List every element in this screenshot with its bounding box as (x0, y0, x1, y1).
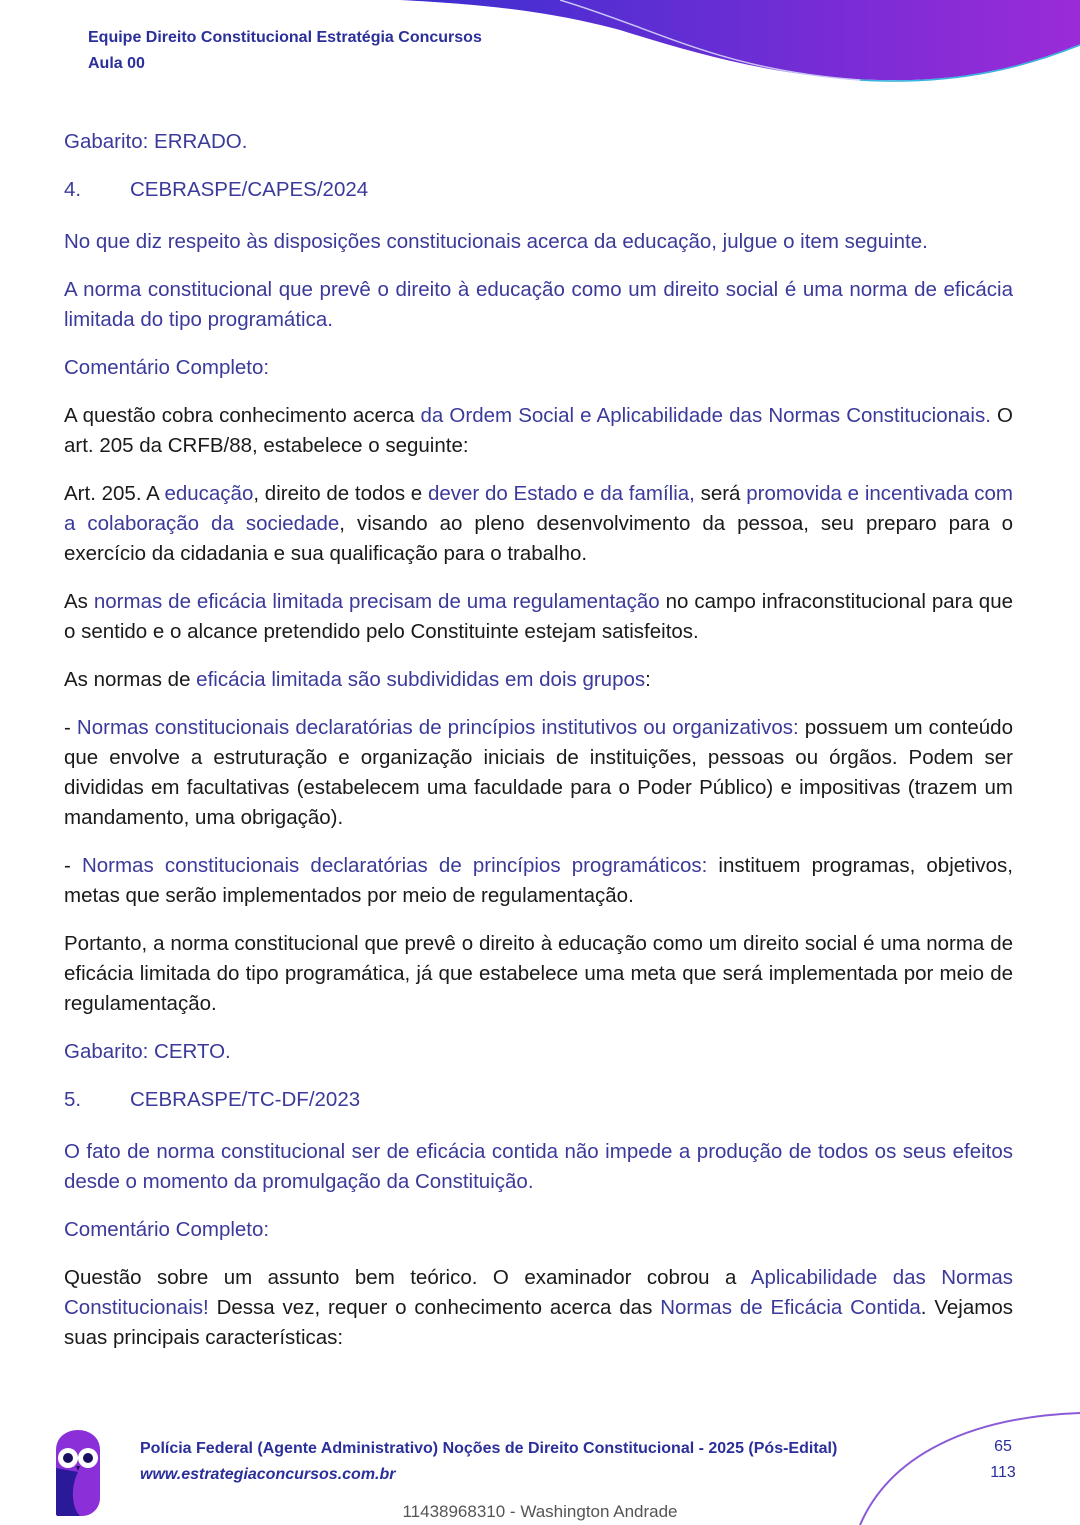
header-title: Equipe Direito Constitucional Estratégia Concursos (88, 29, 482, 46)
highlight: Normas de Eficácia Contida (660, 1296, 921, 1319)
previous-answer: Gabarito: ERRADO. (64, 130, 248, 153)
comment-label: Comentário Completo: (64, 356, 270, 379)
question-number: 4. (64, 178, 82, 201)
question-4-statement: A norma constitucional que prevê o direito à educação como um direito social é uma norma de eficácia limitada do tipo programática. (64, 278, 1013, 331)
highlight: Normas constitucionais declaratórias de princípios institutivos ou organizativos: (76, 716, 799, 739)
text: , direito de todos e (253, 482, 428, 505)
text: As normas de (64, 668, 197, 691)
question-source: CEBRASPE/CAPES/2024 (130, 178, 369, 201)
highlight: promovida e incentivada com a colaboração da sociedade (64, 482, 1013, 535)
text: será (694, 482, 747, 505)
licensee-watermark: 11438968310 - Washington Andrade (402, 1502, 678, 1521)
text: As (64, 590, 94, 613)
text: no campo infraconstitucional para que o sentido e o alcance pretendido pelo Constituinte estejam satisfeitos. (64, 590, 1014, 643)
header-wave-decoration (0, 0, 1080, 100)
text: Dessa vez, requer o conhecimento acerca das (208, 1296, 661, 1319)
question-5-heading (64, 1085, 1013, 1115)
bullet-dash: - (64, 854, 82, 877)
comment-paragraph (64, 587, 1013, 647)
highlight: da Ordem Social e Aplicabilidade das Normas Constitucionais. (420, 404, 991, 427)
text: instituem programas, objetivos, metas que serão implementados por meio de regulamentação. (64, 854, 1013, 907)
comment-paragraph (64, 1263, 1013, 1353)
page-number: 65 (994, 1438, 1012, 1455)
question-source: CEBRASPE/TC-DF/2023 (130, 1088, 361, 1111)
comment-paragraph (64, 401, 1013, 461)
total-pages: 113 (990, 1464, 1016, 1481)
text: Questão sobre um assunto bem teórico. O examinador cobrou a (64, 1266, 751, 1289)
bullet-programmatic (64, 851, 1013, 911)
question-4-intro: No que diz respeito às disposições constitucionais acerca da educação, julgue o item seguinte. (64, 230, 928, 253)
highlight: eficácia limitada são subdivididas em dois grupos (196, 668, 646, 691)
question-4-heading (64, 175, 1013, 205)
text: : (645, 668, 651, 691)
header-lesson: Aula 00 (88, 55, 145, 72)
text: Art. 205. A (64, 482, 165, 505)
question-number: 5. (64, 1088, 82, 1111)
bullet-institutive (64, 713, 1013, 833)
footer-course-title: Polícia Federal (Agente Administrativo) Noções de Direito Constitucional - 2025 (Pós-Edital) (140, 1440, 838, 1457)
highlight: Aplicabilidade das Normas Constitucionais! (64, 1266, 1013, 1319)
comment-label: Comentário Completo: (64, 1218, 270, 1241)
conclusion-paragraph: Portanto, a norma constitucional que prevê o direito à educação como um direito social é uma norma de eficácia limitada do tipo programática, já que estabelece uma meta que será implementada por meio de regulamentação. (64, 932, 1013, 1015)
highlight: educação (164, 482, 254, 505)
comment-paragraph (64, 665, 1013, 695)
question-4-answer: Gabarito: CERTO. (64, 1040, 231, 1063)
text: . Vejamos suas principais características: (64, 1296, 1013, 1349)
text: , visando ao pleno desenvolvimento da pessoa, seu preparo para o exercício da cidadania e sua qualificação para o trabalho. (64, 512, 1013, 565)
document-body (64, 127, 1013, 1371)
question-5-statement: O fato de norma constitucional ser de eficácia contida não impede a produção de todos os seus efeitos desde o momento da promulgação da Constituição. (64, 1140, 1013, 1193)
highlight: dever do Estado e da família, (427, 482, 695, 505)
text: possuem um conteúdo que envolve a estruturação e organização iniciais de instituições, pessoas ou órgãos. Podem ser divididas em facultativas (estabelecem uma faculdade para o Poder Público) e impositivas (trazem um mandamento, uma obrigação). (64, 716, 1013, 829)
text: A questão cobra conhecimento acerca (64, 404, 421, 427)
footer-website-link[interactable]: www.estrategiaconcursos.com.br (140, 1466, 396, 1483)
law-quote-art-205 (64, 479, 1013, 569)
highlight: normas de eficácia limitada precisam de uma regulamentação (93, 590, 660, 613)
highlight: Normas constitucionais declaratórias de princípios programáticos: (81, 854, 708, 877)
text: O art. 205 da CRFB/88, estabelece o seguinte: (64, 404, 1013, 457)
bullet-dash: - (64, 716, 77, 739)
